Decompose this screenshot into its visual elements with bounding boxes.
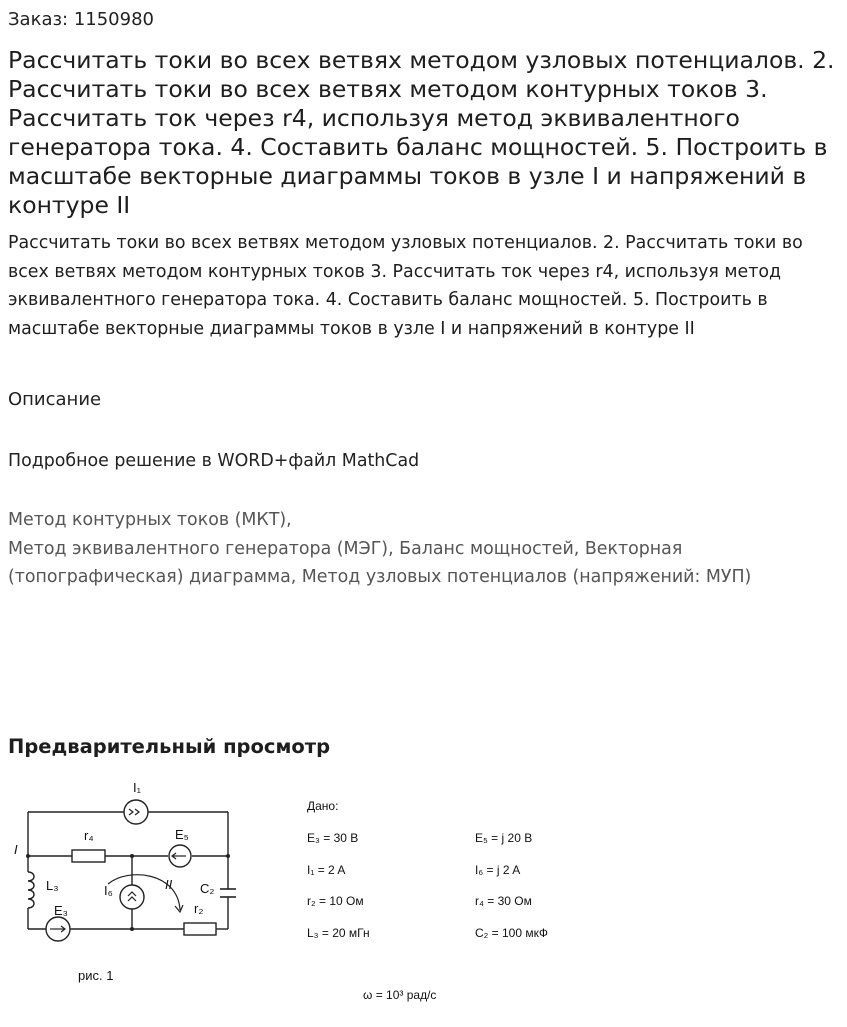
given-omega: ω = 10³ рад/с (363, 988, 437, 1002)
label-r2: r₂ (194, 901, 204, 916)
lead-text: Рассчитать токи во всех ветвях методом узловых потенциалов. 2. Рассчитать токи во всех ветвях методом контурных токов 3. Рассчитать ток через r4, используя метод эквивалентного генератора тока. 4. Составить баланс мощностей. 5. Построить в масштабе векторные диаграммы токов в узле I и напряжений в контуре II (8, 233, 803, 340)
label-e5: E₅ (175, 827, 189, 842)
tag-list (8, 506, 843, 592)
resistor-r4-icon (72, 850, 105, 862)
current-source-i1-icon (124, 800, 148, 824)
label-i6: I₆ (104, 883, 113, 898)
circuit-diagram (8, 772, 628, 1022)
tag-line-2[interactable]: Метод эквивалентного генератора (МЭГ), Баланс мощностей, Векторная (топографическая) диаграмма, Метод узловых потенциалов (напряжений: МУП) (8, 538, 752, 588)
given-r2: r₂ = 10 Ом (307, 894, 364, 908)
given-r4: r₄ = 30 Ом (475, 894, 532, 908)
description-heading: Описание (8, 389, 102, 410)
label-node-i: I (14, 842, 18, 857)
given-title: Дано: (307, 799, 339, 813)
tag-line-1[interactable]: Метод контурных токов (МКТ), (8, 510, 292, 530)
page-title: Рассчитать токи во всех ветвях методом узловых потенциалов. 2. Рассчитать токи во всех ветвях методом контурных токов 3. Рассчитать ток через r4, используя метод эквивалентного генератора тока. 4. Составить баланс мощностей. 5. Построить в масштабе векторные диаграммы токов в узле I и напряжений в контуре II (8, 46, 835, 219)
label-r4: r₄ (84, 828, 94, 843)
label-e3: E₃ (54, 903, 68, 918)
figure-caption: рис. 1 (78, 968, 114, 983)
given-e5: E₅ = j 20 В (475, 831, 533, 845)
description-text: Подробное решение в WORD+файл MathCad (8, 451, 420, 471)
inductor-l3-icon (28, 872, 34, 908)
given-i6: I₆ = j 2 A (475, 863, 521, 877)
label-l3: L₃ (46, 878, 59, 893)
given-l3: L₃ = 20 мГн (307, 926, 370, 940)
label-i1: I₁ (133, 780, 141, 795)
preview-heading: Предварительный просмотр (8, 735, 331, 758)
order-number: Заказ: 1150980 (8, 9, 154, 30)
preview-image (8, 772, 628, 1022)
label-loop-ii: II (165, 877, 173, 892)
resistor-r2-icon (184, 923, 216, 935)
given-e3: E₃ = 30 В (307, 831, 359, 845)
given-c2: C₂ = 100 мкФ (475, 926, 548, 940)
label-c2: C₂ (200, 881, 215, 896)
given-i1: I₁ = 2 A (307, 863, 346, 877)
